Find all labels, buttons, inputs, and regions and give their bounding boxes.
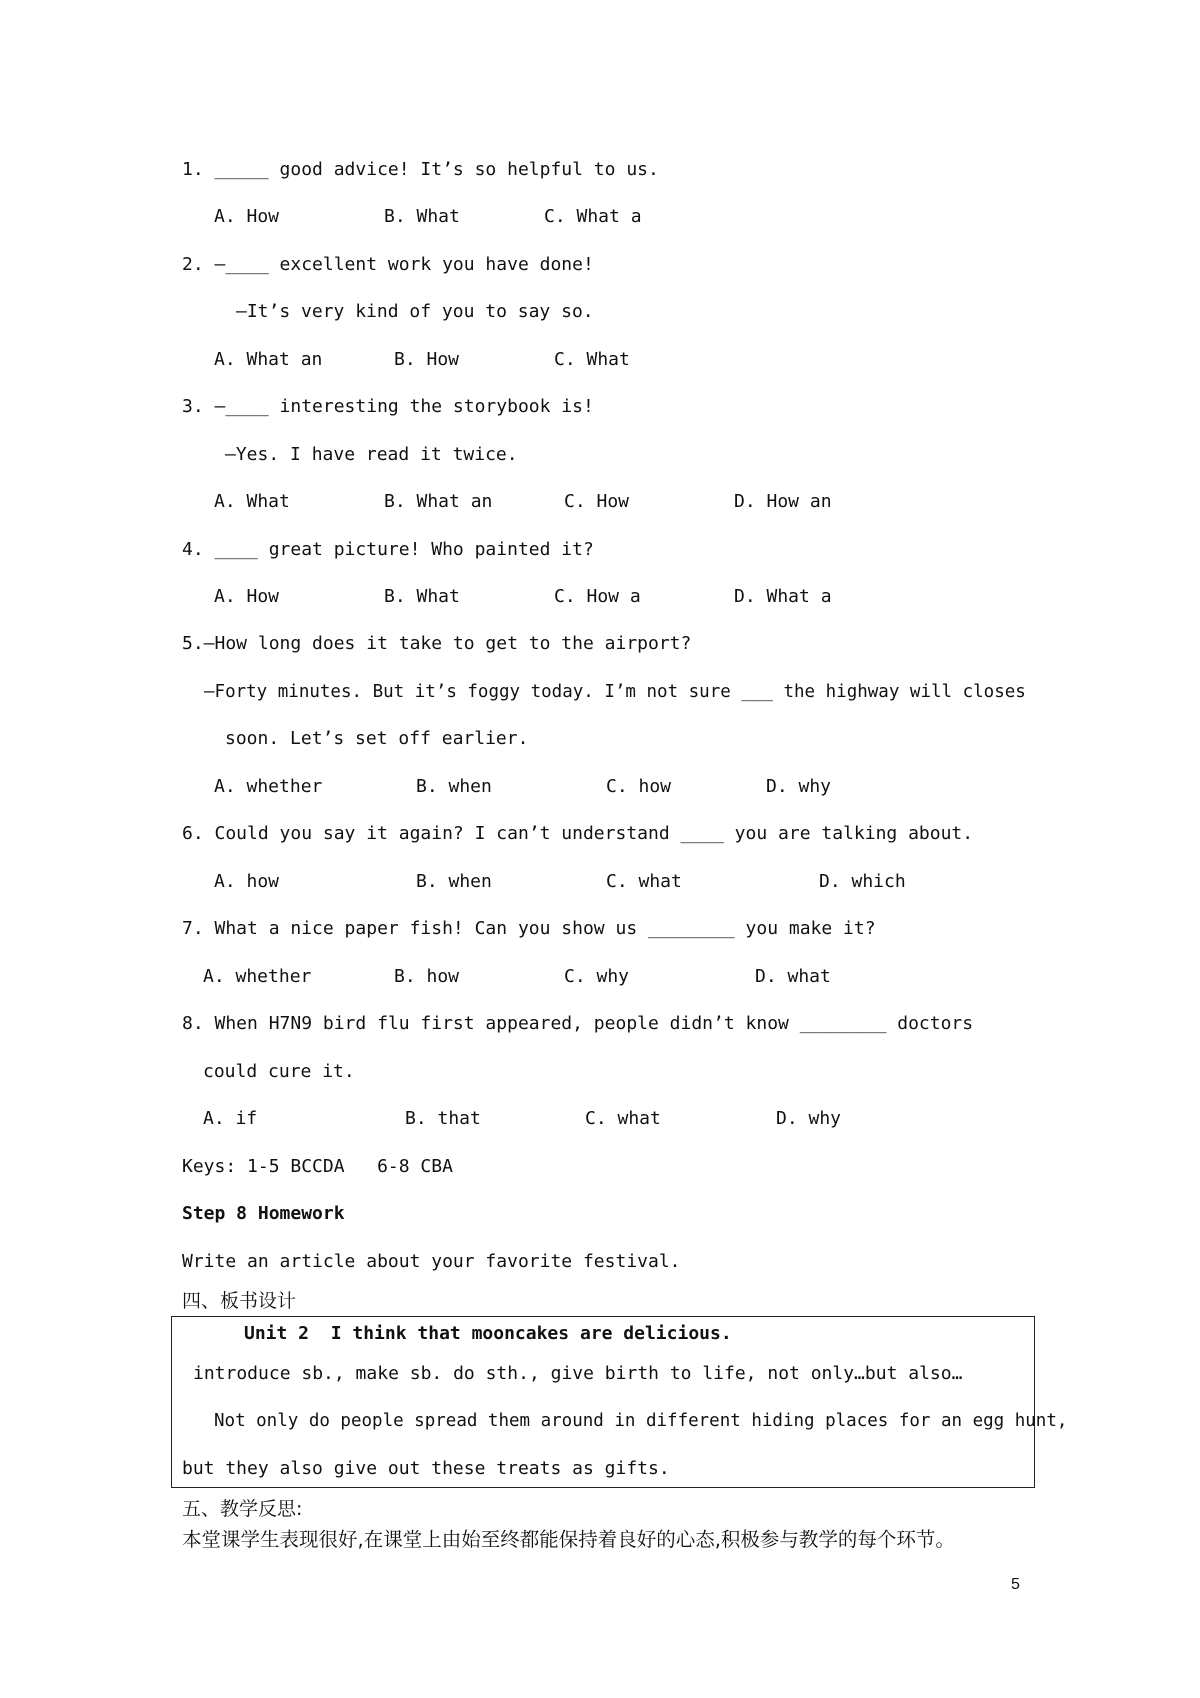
homework-text: Write an article about your favorite festival.	[182, 1251, 681, 1272]
question-3-option-d: D. How an	[734, 491, 832, 512]
board-sentence-line-1: Not only do people spread them around in different hiding places for an egg hunt,	[214, 1411, 1068, 1431]
question-2-option-b: B. How	[394, 349, 460, 370]
board-unit-title: Unit 2 I think that mooncakes are delicious.	[244, 1323, 732, 1344]
question-6-stem: 6. Could you say it again? I can’t understand ____ you are talking about.	[182, 823, 974, 844]
homework-heading: Step 8 Homework	[182, 1203, 345, 1224]
question-4-stem: 4. ____ great picture! Who painted it?	[182, 539, 594, 560]
question-5-stem: 5.—How long does it take to get to the airport?	[182, 633, 692, 654]
question-3-option-b: B. What an	[384, 491, 493, 512]
question-5-reply-continued: soon. Let’s set off earlier.	[225, 728, 529, 749]
board-design-heading: 四、板书设计	[182, 1290, 297, 1312]
question-2-option-a: A. What an	[214, 349, 323, 370]
question-4-option-a: A. How	[214, 586, 280, 607]
question-5-option-a: A. whether	[214, 776, 323, 797]
question-3-option-a: A. What	[214, 491, 290, 512]
question-4-option-d: D. What a	[734, 586, 832, 607]
question-3-option-c: C. How	[564, 491, 630, 512]
question-6-option-b: B. when	[416, 871, 492, 892]
question-2-option-c: C. What	[554, 349, 630, 370]
question-2-stem: 2. —____ excellent work you have done!	[182, 254, 594, 275]
board-sentence-line-2: but they also give out these treats as gifts.	[182, 1458, 670, 1479]
reflection-heading: 五、教学反思:	[182, 1498, 303, 1520]
question-3-stem: 3. —____ interesting the storybook is!	[182, 396, 594, 417]
question-6-option-c: C. what	[606, 871, 682, 892]
question-1-option-c: C. What a	[544, 206, 642, 227]
question-6-option-a: A. how	[214, 871, 280, 892]
question-8-option-c: C. what	[585, 1108, 661, 1129]
question-3-reply: —Yes. I have read it twice.	[225, 444, 518, 465]
question-8-option-d: D. why	[776, 1108, 842, 1129]
question-7-option-d: D. what	[755, 966, 831, 987]
question-7-stem: 7. What a nice paper fish! Can you show us ________ you make it?	[182, 918, 876, 939]
question-5-option-b: B. when	[416, 776, 492, 797]
board-phrases: introduce sb., make sb. do sth., give birth to life, not only…but also…	[193, 1363, 963, 1384]
question-1-stem: 1. _____ good advice! It’s so helpful to us.	[182, 159, 659, 180]
question-7-option-a: A. whether	[203, 966, 312, 987]
question-8-stem-continued: could cure it.	[203, 1061, 355, 1082]
question-7-option-b: B. how	[394, 966, 460, 987]
question-2-reply: —It’s very kind of you to say so.	[236, 301, 594, 322]
question-8-option-b: B. that	[405, 1108, 481, 1129]
question-4-option-b: B. What	[384, 586, 460, 607]
question-5-option-c: C. how	[606, 776, 672, 797]
answer-keys: Keys: 1-5 BCCDA 6-8 CBA	[182, 1156, 453, 1177]
question-8-option-a: A. if	[203, 1108, 258, 1129]
question-8-stem: 8. When H7N9 bird flu first appeared, people didn’t know ________ doctors	[182, 1013, 974, 1034]
question-7-option-c: C. why	[564, 966, 630, 987]
question-1-option-a: A. How	[214, 206, 280, 227]
question-6-option-d: D. which	[819, 871, 906, 892]
question-1-option-b: B. What	[384, 206, 460, 227]
question-4-option-c: C. How a	[554, 586, 641, 607]
question-5-option-d: D. why	[766, 776, 832, 797]
reflection-text: 本堂课学生表现很好,在课堂上由始至终都能保持着良好的心态,积极参与教学的每个环节。	[182, 1528, 955, 1551]
page-number: 5	[1011, 1576, 1020, 1593]
question-5-reply: —Forty minutes. But it’s foggy today. I’m not sure ___ the highway will closes	[204, 682, 1026, 702]
